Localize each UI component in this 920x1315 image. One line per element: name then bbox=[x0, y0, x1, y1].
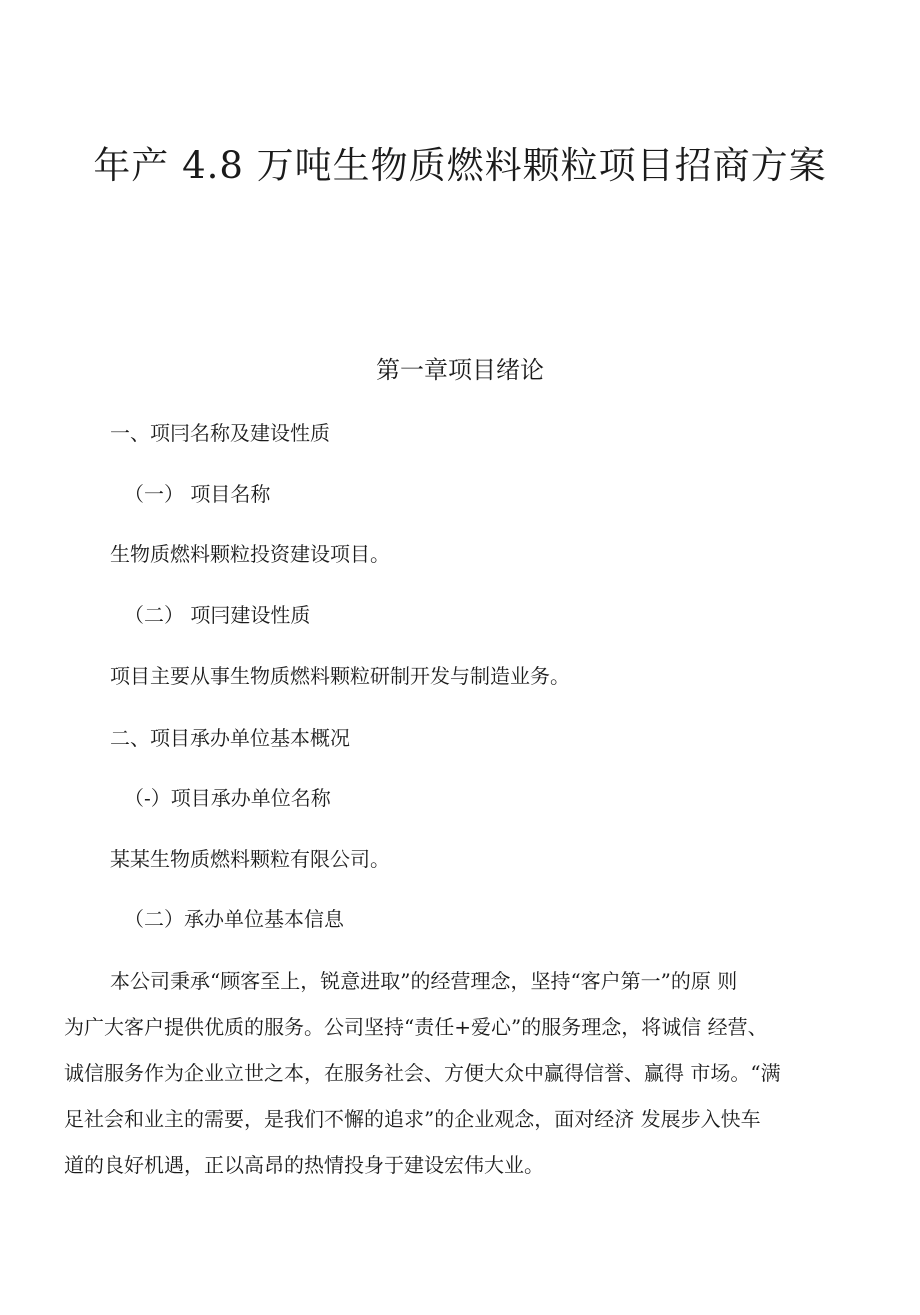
section-heading-2: 二、项目承办单位基本概况 bbox=[110, 726, 350, 750]
company-name-text: 某某生物质燃料颗粒有限公司。 bbox=[110, 847, 390, 871]
subsection-project-name-heading: （一） 项目名称 bbox=[124, 482, 271, 506]
paragraph-line: 本公司秉承“顾客至上，锐意进取”的经营理念，坚持“客户第一”的原 则 bbox=[110, 969, 738, 993]
chapter-title: 第一章项目绪论 bbox=[376, 356, 544, 384]
company-description-paragraph bbox=[64, 958, 884, 1188]
project-nature-text: 项目主要从事生物质燃料颗粒研制开发与制造业务。 bbox=[110, 664, 570, 688]
paragraph-line: 道的良好机遇，正以高昂的热情投身于建设宏伟大业。 bbox=[64, 1153, 544, 1177]
paragraph-line: 诚信服务作为企业立世之本，在服务社会、方便大众中赢得信誉、赢得 市场。“满 bbox=[64, 1061, 781, 1085]
subsection-company-info-heading: （二）承办单位基本信息 bbox=[124, 907, 344, 931]
document-title: 年产 4.8 万吨生物质燃料颗粒项目招商方案 bbox=[93, 144, 827, 187]
paragraph-line: 为广大客户提供优质的服务。公司坚持“责任+爱心”的服务理念，将诚信 经营、 bbox=[64, 1015, 768, 1039]
subsection-project-nature-heading: （二） 项冃建设性质 bbox=[124, 603, 311, 627]
paragraph-line: 足社会和业主的需要，是我们不懈的追求”的企业观念，面对经济 发展步入快车 bbox=[64, 1107, 761, 1131]
project-name-text: 生物质燃料颗粒投资建设项目。 bbox=[110, 542, 390, 566]
subsection-company-name-heading: （-）项目承办单位名称 bbox=[124, 786, 331, 810]
section-heading-1: 一、项冃名称及建设性质 bbox=[110, 421, 330, 445]
